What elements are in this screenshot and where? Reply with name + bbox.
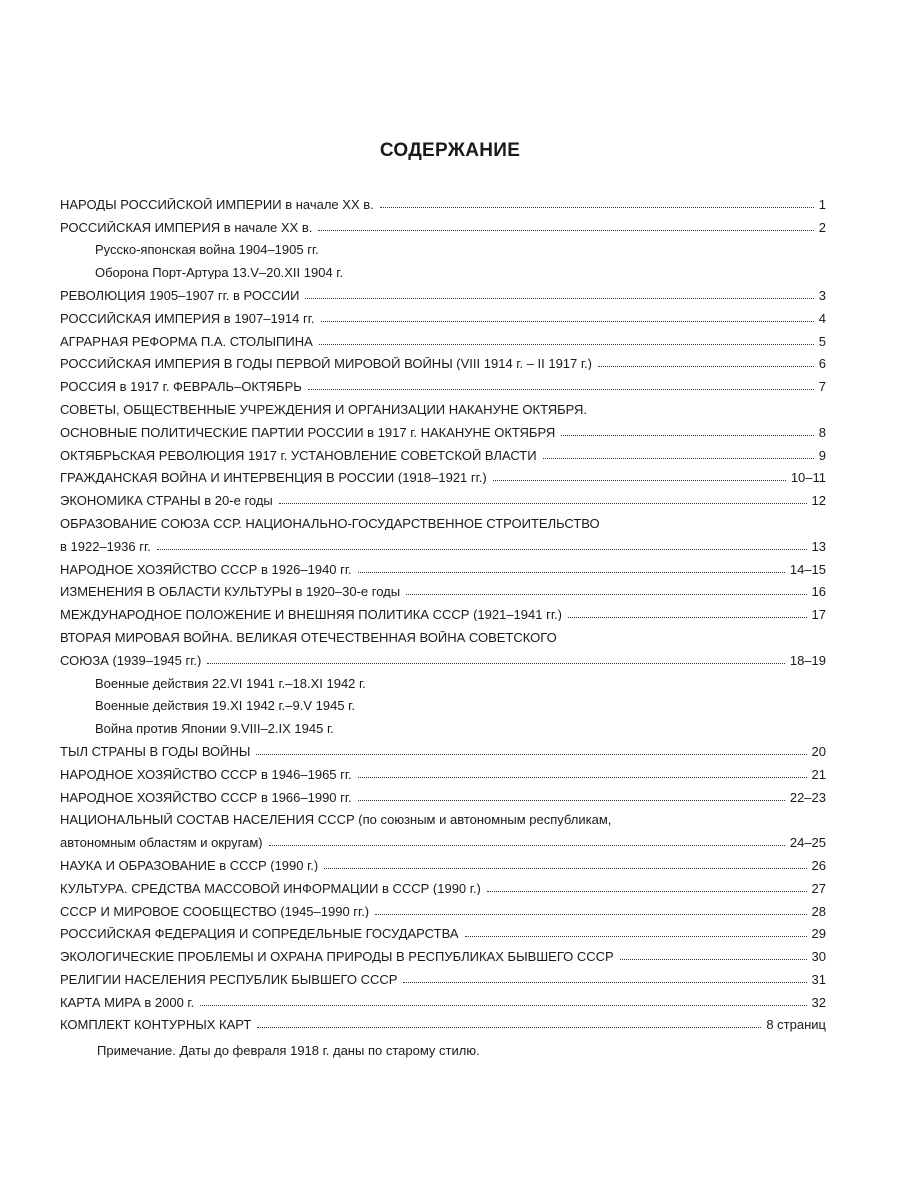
- toc-entry-title: КОМПЛЕКТ КОНТУРНЫХ КАРТ: [60, 1018, 252, 1032]
- toc-entry: [60, 737, 826, 760]
- toc-entry-title: ОКТЯБРЬСКАЯ РЕВОЛЮЦИЯ 1917 г. УСТАНОВЛЕНИЕ СОВЕТСКОЙ ВЛАСТИ: [60, 448, 537, 462]
- toc-page-number: 26: [811, 857, 826, 873]
- toc-subentry: [60, 714, 826, 737]
- dot-leader: [561, 435, 814, 436]
- dot-leader: [358, 572, 785, 573]
- toc-entry-title: Военные действия 19.XI 1942 г.–9.V 1945 г.: [95, 699, 355, 713]
- dot-leader: [375, 914, 806, 915]
- toc-page-number: 21: [811, 766, 826, 782]
- dot-leader: [256, 754, 806, 755]
- toc-entry: [60, 578, 826, 601]
- toc-entry: [60, 281, 826, 304]
- toc-entry: [60, 350, 826, 373]
- dot-leader: [269, 845, 785, 846]
- toc-page-number: 30: [811, 949, 826, 965]
- toc-entry: [60, 509, 826, 532]
- dot-leader: [406, 594, 806, 595]
- toc-page-number: 16: [811, 584, 826, 600]
- toc-entry: [60, 372, 826, 395]
- toc-page-number: 27: [811, 880, 826, 896]
- toc-entry-title: РОССИЯ в 1917 г. ФЕВРАЛЬ–ОКТЯБРЬ: [60, 380, 302, 394]
- toc-entry: [60, 213, 826, 236]
- toc-page-number: 14–15: [789, 561, 826, 577]
- toc-entry: [60, 623, 826, 646]
- dot-leader: [487, 891, 807, 892]
- footnote: Примечание. Даты до февраля 1918 г. даны по старому стилю.: [97, 1043, 480, 1058]
- toc-entry-title: РОССИЙСКАЯ ИМПЕРИЯ В ГОДЫ ПЕРВОЙ МИРОВОЙ ВОЙНЫ (VIII 1914 г. – II 1917 г.): [60, 357, 592, 371]
- toc-entry: [60, 897, 826, 920]
- toc-page-number: 3: [818, 287, 826, 303]
- toc-page-number: 8 страниц: [766, 1017, 826, 1033]
- toc-entry-title: ОСНОВНЫЕ ПОЛИТИЧЕСКИЕ ПАРТИИ РОССИИ в 1917 г. НАКАНУНЕ ОКТЯБРЯ: [60, 425, 556, 439]
- dot-leader: [598, 366, 814, 367]
- toc-subentry: [60, 236, 826, 259]
- toc-page-number: 12: [811, 493, 826, 509]
- toc-page-number: 18–19: [789, 652, 826, 668]
- toc-entry-title: НАРОДНОЕ ХОЗЯЙСТВО СССР в 1926–1940 гг.: [60, 562, 352, 576]
- dot-leader: [305, 298, 813, 299]
- toc-entry: [60, 395, 826, 418]
- toc-page-number: 4: [818, 310, 826, 326]
- toc-page-number: 8: [818, 424, 826, 440]
- toc-page-number: 24–25: [789, 835, 826, 851]
- dot-leader: [620, 959, 807, 960]
- toc-entry-title: РОССИЙСКАЯ ИМПЕРИЯ в 1907–1914 гг.: [60, 311, 315, 325]
- toc-entry: [60, 988, 826, 1011]
- toc-entry-title: ОБРАЗОВАНИЕ СОЮЗА ССР. НАЦИОНАЛЬНО-ГОСУДАРСТВЕННОЕ СТРОИТЕЛЬСТВО: [60, 516, 600, 530]
- toc-entry: [60, 486, 826, 509]
- toc-entry: [60, 555, 826, 578]
- toc-entry: [60, 828, 826, 851]
- toc-entry-title: автономным областям и округам): [60, 836, 263, 850]
- toc-entry-title: АГРАРНАЯ РЕФОРМА П.А. СТОЛЫПИНА: [60, 334, 313, 348]
- toc-entry: [60, 532, 826, 555]
- toc-entry-title: Русско-японская война 1904–1905 гг.: [95, 243, 319, 257]
- dot-leader: [543, 458, 814, 459]
- toc-entry-title: ВТОРАЯ МИРОВАЯ ВОЙНА. ВЕЛИКАЯ ОТЕЧЕСТВЕННАЯ ВОЙНА СОВЕТСКОГО: [60, 630, 557, 644]
- dot-leader: [380, 207, 814, 208]
- toc-entry: [60, 1011, 826, 1034]
- toc-entry: [60, 646, 826, 669]
- toc-entry: [60, 851, 826, 874]
- toc-entry: [60, 760, 826, 783]
- toc-subentry: [60, 258, 826, 281]
- dot-leader: [319, 344, 814, 345]
- dot-leader: [200, 1005, 806, 1006]
- dot-leader: [308, 389, 814, 390]
- toc-entry-title: Оборона Порт-Артура 13.V–20.XII 1904 г.: [95, 266, 344, 280]
- toc-entry-title: НАЦИОНАЛЬНЫЙ СОСТАВ НАСЕЛЕНИЯ СССР (по союзным и автономным республикам,: [60, 813, 612, 827]
- dot-leader: [257, 1027, 761, 1028]
- toc-entry-title: СОВЕТЫ, ОБЩЕСТВЕННЫЕ УЧРЕЖДЕНИЯ И ОРГАНИЗАЦИИ НАКАНУНЕ ОКТЯБРЯ.: [60, 402, 588, 416]
- dot-leader: [465, 936, 807, 937]
- toc-entry-title: СССР И МИРОВОЕ СООБЩЕСТВО (1945–1990 гг.): [60, 904, 370, 918]
- dot-leader: [403, 982, 806, 983]
- toc-page-number: 5: [818, 333, 826, 349]
- toc-page-number: 32: [811, 994, 826, 1010]
- dot-leader: [279, 503, 807, 504]
- toc-page-number: 7: [818, 379, 826, 395]
- toc-entry-title: НАРОДЫ РОССИЙСКОЙ ИМПЕРИИ в начале XX в.: [60, 197, 374, 211]
- toc-page-number: 22–23: [789, 789, 826, 805]
- toc-entry: [60, 418, 826, 441]
- toc-page-number: 9: [818, 447, 826, 463]
- toc-entry-title: МЕЖДУНАРОДНОЕ ПОЛОЖЕНИЕ И ВНЕШНЯЯ ПОЛИТИКА СССР (1921–1941 гг.): [60, 608, 562, 622]
- toc-entry: [60, 783, 826, 806]
- toc-entry-title: Война против Японии 9.VIII–2.IX 1945 г.: [95, 722, 334, 736]
- toc-entry: [60, 441, 826, 464]
- toc-subentry: [60, 669, 826, 692]
- toc-entry-title: ЭКОНОМИКА СТРАНЫ в 20-е годы: [60, 494, 273, 508]
- toc-entry-title: КУЛЬТУРА. СРЕДСТВА МАССОВОЙ ИНФОРМАЦИИ в СССР (1990 г.): [60, 881, 481, 895]
- toc-entry-title: РЕВОЛЮЦИЯ 1905–1907 гг. в РОССИИ: [60, 288, 300, 302]
- toc-entry-title: НАУКА И ОБРАЗОВАНИЕ в СССР (1990 г.): [60, 858, 319, 872]
- toc-page-number: 10–11: [790, 470, 826, 486]
- toc-entry: [60, 806, 826, 829]
- toc-entry-title: РОССИЙСКАЯ ФЕДЕРАЦИЯ И СОПРЕДЕЛЬНЫЕ ГОСУДАРСТВА: [60, 927, 459, 941]
- toc-page-number: 1: [818, 196, 826, 212]
- toc-entry: [60, 874, 826, 897]
- page-title: СОДЕРЖАНИЕ: [379, 140, 521, 161]
- dot-leader: [568, 617, 807, 618]
- toc-page-number: 29: [811, 926, 826, 942]
- toc-entry-title: РЕЛИГИИ НАСЕЛЕНИЯ РЕСПУБЛИК БЫВШЕГО СССР: [60, 972, 398, 986]
- toc-entry-title: НАРОДНОЕ ХОЗЯЙСТВО СССР в 1966–1990 гг.: [60, 790, 352, 804]
- toc-entry-title: ИЗМЕНЕНИЯ В ОБЛАСТИ КУЛЬТУРЫ в 1920–30-е годы: [60, 585, 401, 599]
- toc-entry-title: Военные действия 22.VI 1941 г.–18.XI 1942 г.: [95, 676, 366, 690]
- toc-page-number: 28: [811, 903, 826, 919]
- toc-list: [60, 190, 826, 1033]
- dot-leader: [321, 321, 814, 322]
- toc-entry: [60, 600, 826, 623]
- dot-leader: [318, 230, 813, 231]
- toc-page-number: 17: [811, 607, 826, 623]
- toc-entry-title: ЭКОЛОГИЧЕСКИЕ ПРОБЛЕМЫ И ОХРАНА ПРИРОДЫ В РЕСПУБЛИКАХ БЫВШЕГО СССР: [60, 950, 614, 964]
- toc-entry: [60, 965, 826, 988]
- toc-entry-title: НАРОДНОЕ ХОЗЯЙСТВО СССР в 1946–1965 гг.: [60, 767, 352, 781]
- toc-page-number: 20: [811, 743, 826, 759]
- toc-entry: [60, 327, 826, 350]
- toc-entry-title: СОЮЗА (1939–1945 гг.): [60, 653, 202, 667]
- toc-page-number: 31: [811, 971, 826, 987]
- toc-subentry: [60, 692, 826, 715]
- dot-leader: [358, 777, 807, 778]
- toc-page-number: 6: [818, 356, 826, 372]
- dot-leader: [157, 549, 807, 550]
- toc-entry-title: РОССИЙСКАЯ ИМПЕРИЯ в начале XX в.: [60, 220, 313, 234]
- dot-leader: [207, 663, 785, 664]
- dot-leader: [358, 800, 785, 801]
- dot-leader: [324, 868, 806, 869]
- toc-page-number: 2: [818, 219, 826, 235]
- dot-leader: [493, 480, 786, 481]
- toc-entry: [60, 942, 826, 965]
- toc-entry-title: в 1922–1936 гг.: [60, 539, 151, 553]
- toc-page-number: 13: [811, 538, 826, 554]
- toc-entry: [60, 190, 826, 213]
- toc-entry-title: КАРТА МИРА в 2000 г.: [60, 995, 195, 1009]
- toc-entry: [60, 464, 826, 487]
- toc-entry: [60, 304, 826, 327]
- toc-entry-title: ГРАЖДАНСКАЯ ВОЙНА И ИНТЕРВЕНЦИЯ В РОССИИ (1918–1921 гг.): [60, 471, 487, 485]
- toc-entry-title: ТЫЛ СТРАНЫ В ГОДЫ ВОЙНЫ: [60, 744, 251, 758]
- toc-entry: [60, 920, 826, 943]
